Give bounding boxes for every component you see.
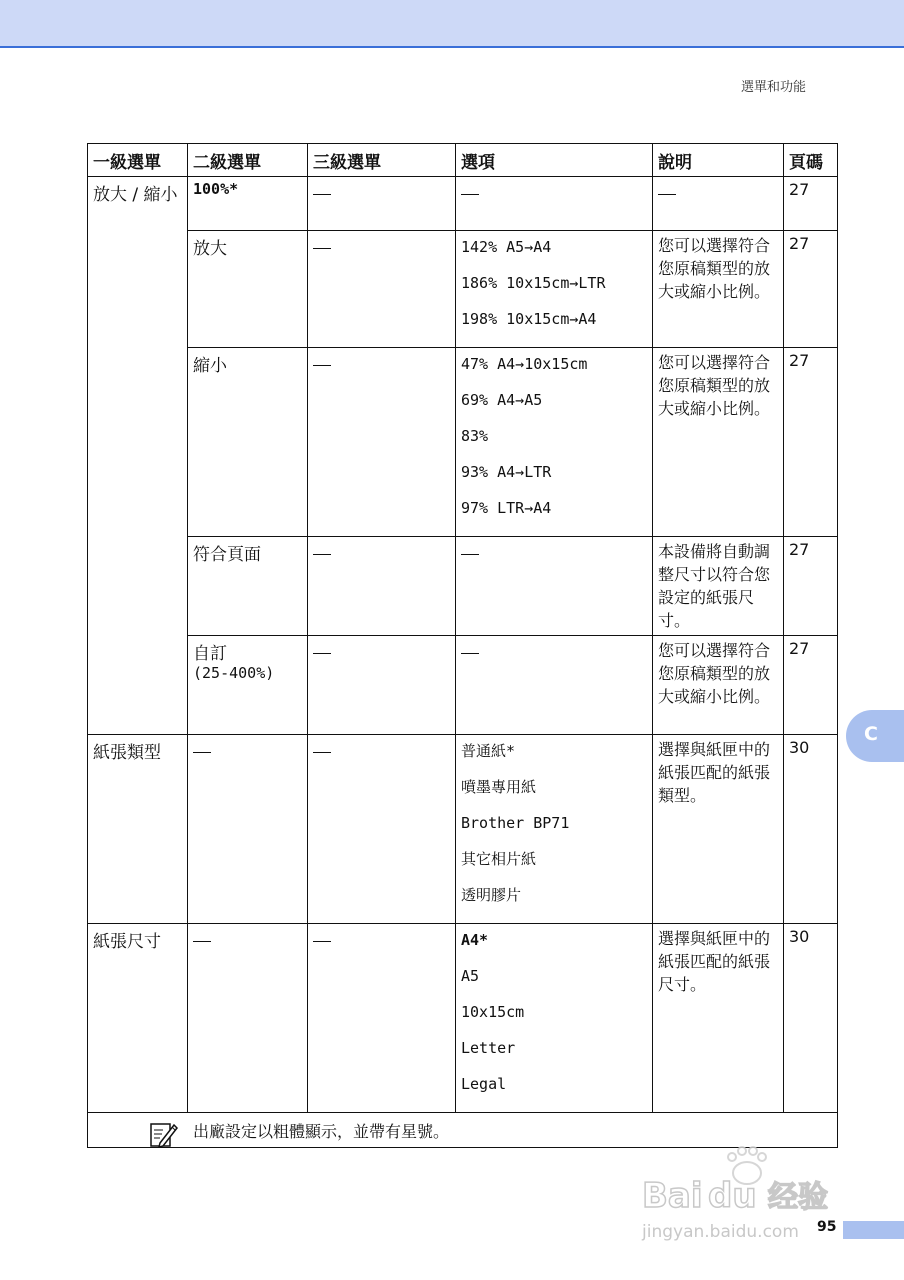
cell-level3: [308, 924, 456, 1113]
cell-level2-100: 100%*: [188, 177, 308, 231]
header-level1: 一級選單: [88, 144, 188, 177]
option-item: 47% A4→10x15cm: [461, 355, 588, 373]
table-row: [88, 924, 838, 1113]
cell-level2-reduce: 縮小: [188, 348, 308, 537]
cell-level2-enlarge: 放大: [188, 231, 308, 348]
cell-level3: [308, 636, 456, 735]
dash: [313, 752, 331, 753]
cell-options: [456, 231, 653, 348]
cell-options: [456, 924, 653, 1113]
option-item: 83%: [461, 427, 489, 445]
header-band: [0, 0, 904, 48]
dash: [313, 554, 331, 555]
cell-level3: [308, 735, 456, 924]
svg-text:经验: 经验: [768, 1180, 828, 1215]
option-item: 93% A4→LTR: [461, 463, 552, 481]
custom-label: 自訂: [193, 644, 227, 664]
cell-options: [456, 348, 653, 537]
cell-options: [456, 537, 653, 636]
dash: [658, 194, 676, 195]
cell-description: 您可以選擇符合您原稿類型的放大或縮小比例。: [653, 231, 784, 348]
cell-page: 27: [784, 231, 838, 348]
header-description: 說明: [653, 144, 784, 177]
option-item: 69% A4→A5: [461, 391, 543, 409]
option-item: 10x15cm: [461, 1003, 525, 1021]
cell-page: 27: [784, 636, 838, 735]
table-row: [88, 636, 838, 735]
dash: [461, 653, 479, 654]
note-text: 出廠設定以粗體顯示，並帶有星號。: [193, 1122, 450, 1141]
cell-description: 選擇與紙匣中的紙張匹配的紙張類型。: [653, 735, 784, 924]
option-item: 普通紙*: [461, 742, 516, 760]
dash: [313, 653, 331, 654]
option-item: 97% LTR→A4: [461, 499, 552, 517]
cell-page: 27: [784, 177, 838, 231]
chapter-tab: [846, 710, 904, 762]
dash: [461, 554, 479, 555]
cell-level2: [188, 924, 308, 1113]
option-item: 透明膠片: [461, 886, 522, 904]
cell-page: 27: [784, 348, 838, 537]
section-title: 選單和功能: [740, 80, 806, 95]
note-pencil-icon: [148, 1119, 178, 1148]
cell-level1-paper-size: 紙張尺寸: [88, 924, 188, 1113]
table-header-row: [88, 144, 838, 177]
table-row: [88, 735, 838, 924]
option-item: 186% 10x15cm→LTR: [461, 274, 606, 292]
cell-description: 選擇與紙匣中的紙張匹配的紙張尺寸。: [653, 924, 784, 1113]
dash: [313, 941, 331, 942]
table-row: [88, 348, 838, 537]
footer-band: [843, 1221, 904, 1239]
cell-level2: [188, 735, 308, 924]
option-item: 其它相片紙: [461, 850, 537, 868]
option-item: Letter: [461, 1039, 516, 1057]
cell-level3: [308, 537, 456, 636]
svg-text:jingyan.baidu.com: jingyan.baidu.com: [642, 1222, 799, 1242]
option-item: Brother BP71: [461, 814, 570, 832]
cell-page: 27: [784, 537, 838, 636]
page-number: 95: [817, 1219, 837, 1235]
cell-level3: [308, 231, 456, 348]
svg-text:Bai: Bai: [642, 1176, 703, 1216]
cell-level3: [308, 348, 456, 537]
cell-options: [456, 735, 653, 924]
table-row: [88, 537, 838, 636]
cell-description: [653, 177, 784, 231]
note-row: [88, 1113, 838, 1148]
option-item: A4*: [461, 931, 489, 949]
cell-description: 您可以選擇符合您原稿類型的放大或縮小比例。: [653, 348, 784, 537]
option-item: Legal: [461, 1075, 507, 1093]
dash: [313, 248, 331, 249]
cell-page: 30: [784, 735, 838, 924]
dash: [193, 941, 211, 942]
option-item: A5: [461, 967, 480, 985]
option-item: 198% 10x15cm→A4: [461, 310, 597, 328]
cell-level1-paper-type: 紙張類型: [88, 735, 188, 924]
table-row: [88, 177, 838, 231]
note-cell: [88, 1113, 838, 1148]
cell-level2-fit-page: 符合頁面: [188, 537, 308, 636]
cell-page: 30: [784, 924, 838, 1113]
cell-options: [456, 636, 653, 735]
cell-level1-zoom: 放大 / 縮小: [88, 177, 188, 735]
menu-table: [87, 143, 838, 1148]
header-level2: 二級選單: [188, 144, 308, 177]
option-item: 142% A5→A4: [461, 238, 552, 256]
dash: [313, 194, 331, 195]
option-item: 噴墨專用紙: [461, 778, 537, 796]
svg-text:du: du: [708, 1176, 757, 1216]
dash: [461, 194, 479, 195]
chapter-tab-label: C: [864, 723, 878, 745]
table-row: [88, 231, 838, 348]
header-page: 頁碼: [784, 144, 838, 177]
dash: [313, 365, 331, 366]
header-level3: 三級選單: [308, 144, 456, 177]
header-options: 選項: [456, 144, 653, 177]
cell-options: [456, 177, 653, 231]
cell-level3: [308, 177, 456, 231]
dash: [193, 752, 211, 753]
cell-description: 您可以選擇符合您原稿類型的放大或縮小比例。: [653, 636, 784, 735]
custom-range: (25-400%): [193, 664, 275, 682]
cell-description: 本設備將自動調整尺寸以符合您設定的紙張尺寸。: [653, 537, 784, 636]
cell-level2-custom: [188, 636, 308, 735]
